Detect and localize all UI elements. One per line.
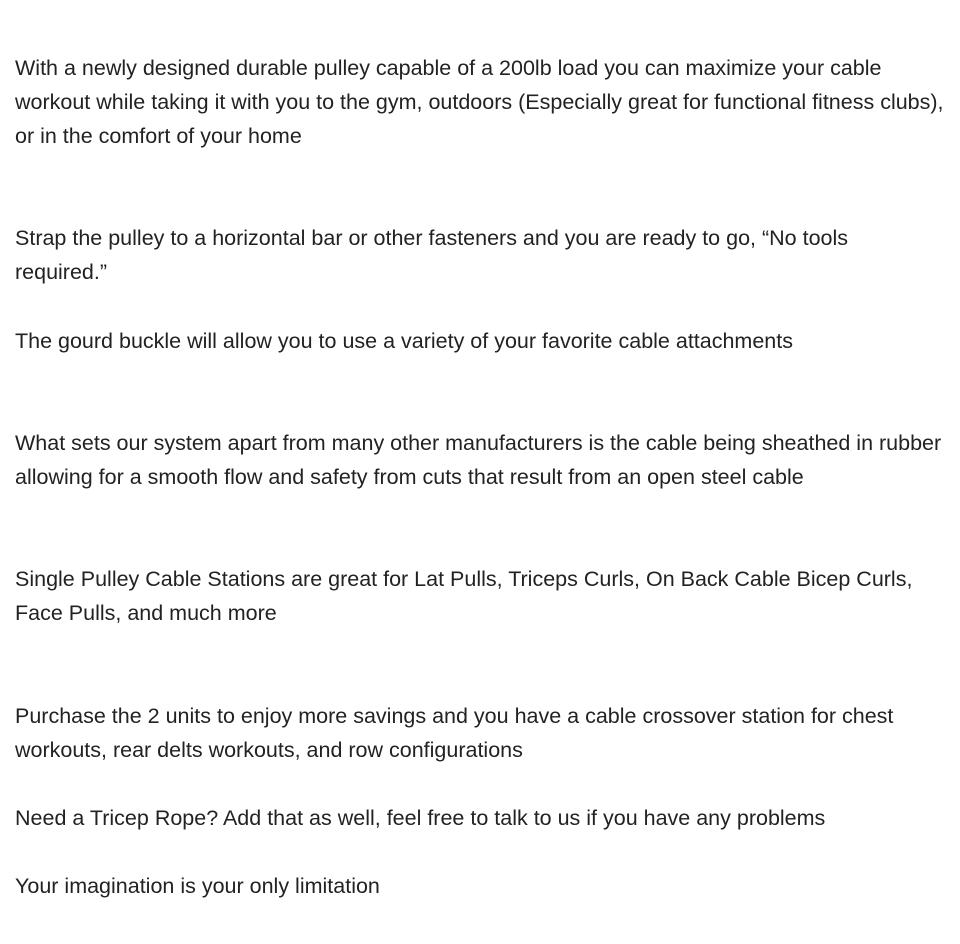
paragraph-two-units-crossover: Purchase the 2 units to enjoy more savings and you have a cable crossover station for chest workouts, rear delts workouts, and row configurations: [15, 704, 894, 762]
paragraph-single-pulley-uses: Single Pulley Cable Stations are great for Lat Pulls, Triceps Curls, On Back Cable Bicep Curls, Face Pulls, and much more: [15, 567, 913, 625]
paragraph-strap-pulley: Strap the pulley to a horizontal bar or other fasteners and you are ready to go, “No tools required.”: [15, 226, 849, 284]
paragraph-tricep-rope: Need a Tricep Rope? Add that as well, feel free to talk to us if you have any problems: [15, 806, 826, 830]
paragraph-rubber-sheathed-cable: What sets our system apart from many other manufacturers is the cable being sheathed in rubber allowing for a smooth flow and safety from cuts that result from an open steel cable: [15, 431, 942, 489]
paragraph-pulley-capacity: With a newly designed durable pulley capable of a 200lb load you can maximize your cable workout while taking it with you to the gym, outdoors (Especially great for functional fitness clubs), or in the comfort of your home: [15, 56, 944, 148]
paragraph-imagination: Your imagination is your only limitation: [15, 874, 380, 898]
paragraph-gourd-buckle: The gourd buckle will allow you to use a variety of your favorite cable attachments: [15, 329, 793, 353]
